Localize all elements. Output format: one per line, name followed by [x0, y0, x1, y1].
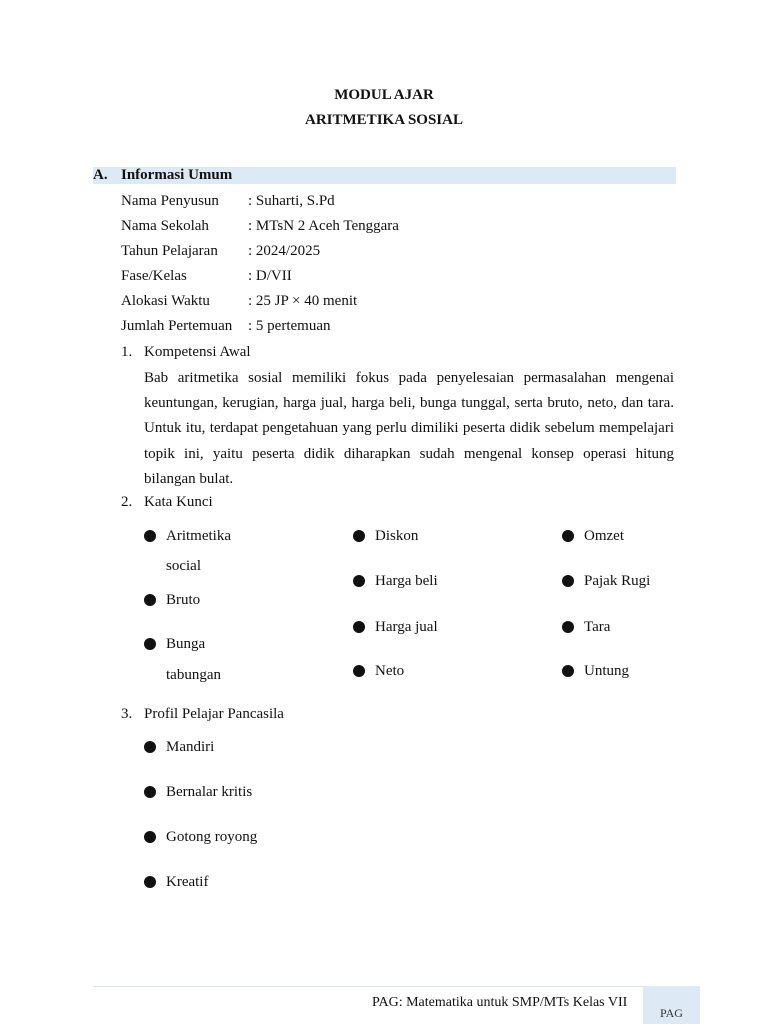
profil-label: Gotong royong	[166, 829, 258, 845]
keyword-label: Diskon	[375, 528, 419, 544]
kompetensi-heading: Kompetensi Awal	[144, 344, 251, 360]
bullet-dot	[353, 621, 365, 633]
bullet-dot	[144, 786, 156, 798]
document-title: MODUL AJAR	[334, 87, 434, 103]
document-subtitle: ARITMETIKA SOSIAL	[305, 112, 463, 128]
footer-divider	[93, 986, 700, 987]
bullet-dot	[144, 876, 156, 888]
bullet-dot	[144, 530, 156, 542]
profil-heading: Profil Pelajar Pancasila	[144, 706, 284, 722]
info-label: Fase/Kelas	[121, 268, 187, 284]
bullet-dot	[144, 638, 156, 650]
kompetensi-number: 1.	[121, 344, 133, 360]
info-value: : 25 JP × 40 menit	[248, 293, 358, 309]
keyword-label: Harga jual	[375, 619, 438, 635]
profil-label: Kreatif	[166, 874, 209, 890]
info-label: Nama Sekolah	[121, 218, 209, 234]
bullet-dot	[562, 621, 574, 633]
info-value: : MTsN 2 Aceh Tenggara	[248, 218, 399, 234]
keyword-label: Aritmetika	[166, 528, 231, 544]
keyword-label: Omzet	[584, 528, 624, 544]
kata-kunci-number: 2.	[121, 494, 133, 510]
keyword-label: Harga beli	[375, 573, 438, 589]
info-value: : Suharti, S.Pd	[248, 193, 335, 209]
section-a-letter: A.	[93, 167, 108, 183]
bullet-dot	[144, 594, 156, 606]
info-value: : D/VII	[248, 268, 292, 284]
info-label: Jumlah Pertemuan	[121, 318, 233, 334]
info-value: : 5 pertemuan	[248, 318, 331, 334]
bullet-dot	[353, 530, 365, 542]
keyword-label: Tara	[584, 619, 611, 635]
keyword-label: Untung	[584, 663, 629, 679]
info-label: Tahun Pelajaran	[121, 243, 218, 259]
bullet-dot	[562, 575, 574, 587]
bullet-dot	[353, 575, 365, 587]
info-value: : 2024/2025	[248, 243, 321, 259]
info-label: Nama Penyusun	[121, 193, 219, 209]
bullet-dot	[562, 530, 574, 542]
section-a-title: Informasi Umum	[121, 167, 233, 183]
kompetensi-paragraph: Bab aritmetika sosial memiliki fokus pada penyelesaian permasalahan mengenai keuntungan, kerugian, harga jual, harga beli, bunga tunggal, serta bruto, neto, dan tara. Untuk itu, terdapat pengetahuan yang perlu dimiliki peserta didik sebelum mempelajari topik ini, yaitu peserta didik diharapkan sudah mengenal konsep operasi hitung bilangan bulat.	[144, 370, 674, 487]
keyword-label: tabungan	[166, 667, 221, 683]
keyword-label: Bruto	[166, 592, 201, 608]
kata-kunci-heading: Kata Kunci	[144, 494, 213, 510]
info-label: Alokasi Waktu	[121, 293, 210, 309]
bullet-dot	[562, 665, 574, 677]
profil-label: Bernalar kritis	[166, 784, 253, 800]
bullet-dot	[144, 831, 156, 843]
keyword-label: social	[166, 558, 201, 574]
footer-text: PAG: Matematika untuk SMP/MTs Kelas VII	[372, 995, 628, 1010]
keyword-label: Pajak Rugi	[584, 573, 651, 589]
profil-label: Mandiri	[166, 739, 215, 755]
bullet-dot	[144, 741, 156, 753]
footer-box-label: PAG	[660, 1006, 683, 1020]
bullet-dot	[353, 665, 365, 677]
keyword-label: Neto	[375, 663, 405, 679]
footer-page-box	[643, 986, 700, 1024]
profil-number: 3.	[121, 706, 133, 722]
keyword-label: Bunga	[166, 636, 206, 652]
